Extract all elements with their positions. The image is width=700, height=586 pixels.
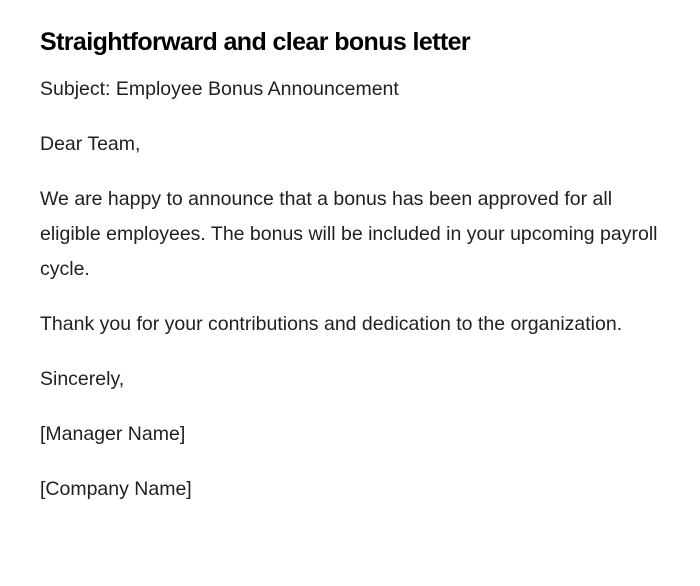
closing: Sincerely, — [40, 368, 125, 390]
letter-title: Straightforward and clear bonus letter — [40, 28, 471, 56]
greeting: Dear Team, — [40, 133, 141, 155]
company-name-placeholder: [Company Name] — [40, 478, 192, 500]
body-paragraph-announcement: We are happy to announce that a bonus has been approved for all eligible employees. The bonus will be included in your upcoming payroll cycle. — [40, 188, 658, 280]
subject-line: Subject: Employee Bonus Announcement — [40, 78, 399, 100]
manager-name-placeholder: [Manager Name] — [40, 423, 186, 445]
body-paragraph-thanks: Thank you for your contributions and dedication to the organization. — [40, 313, 623, 335]
